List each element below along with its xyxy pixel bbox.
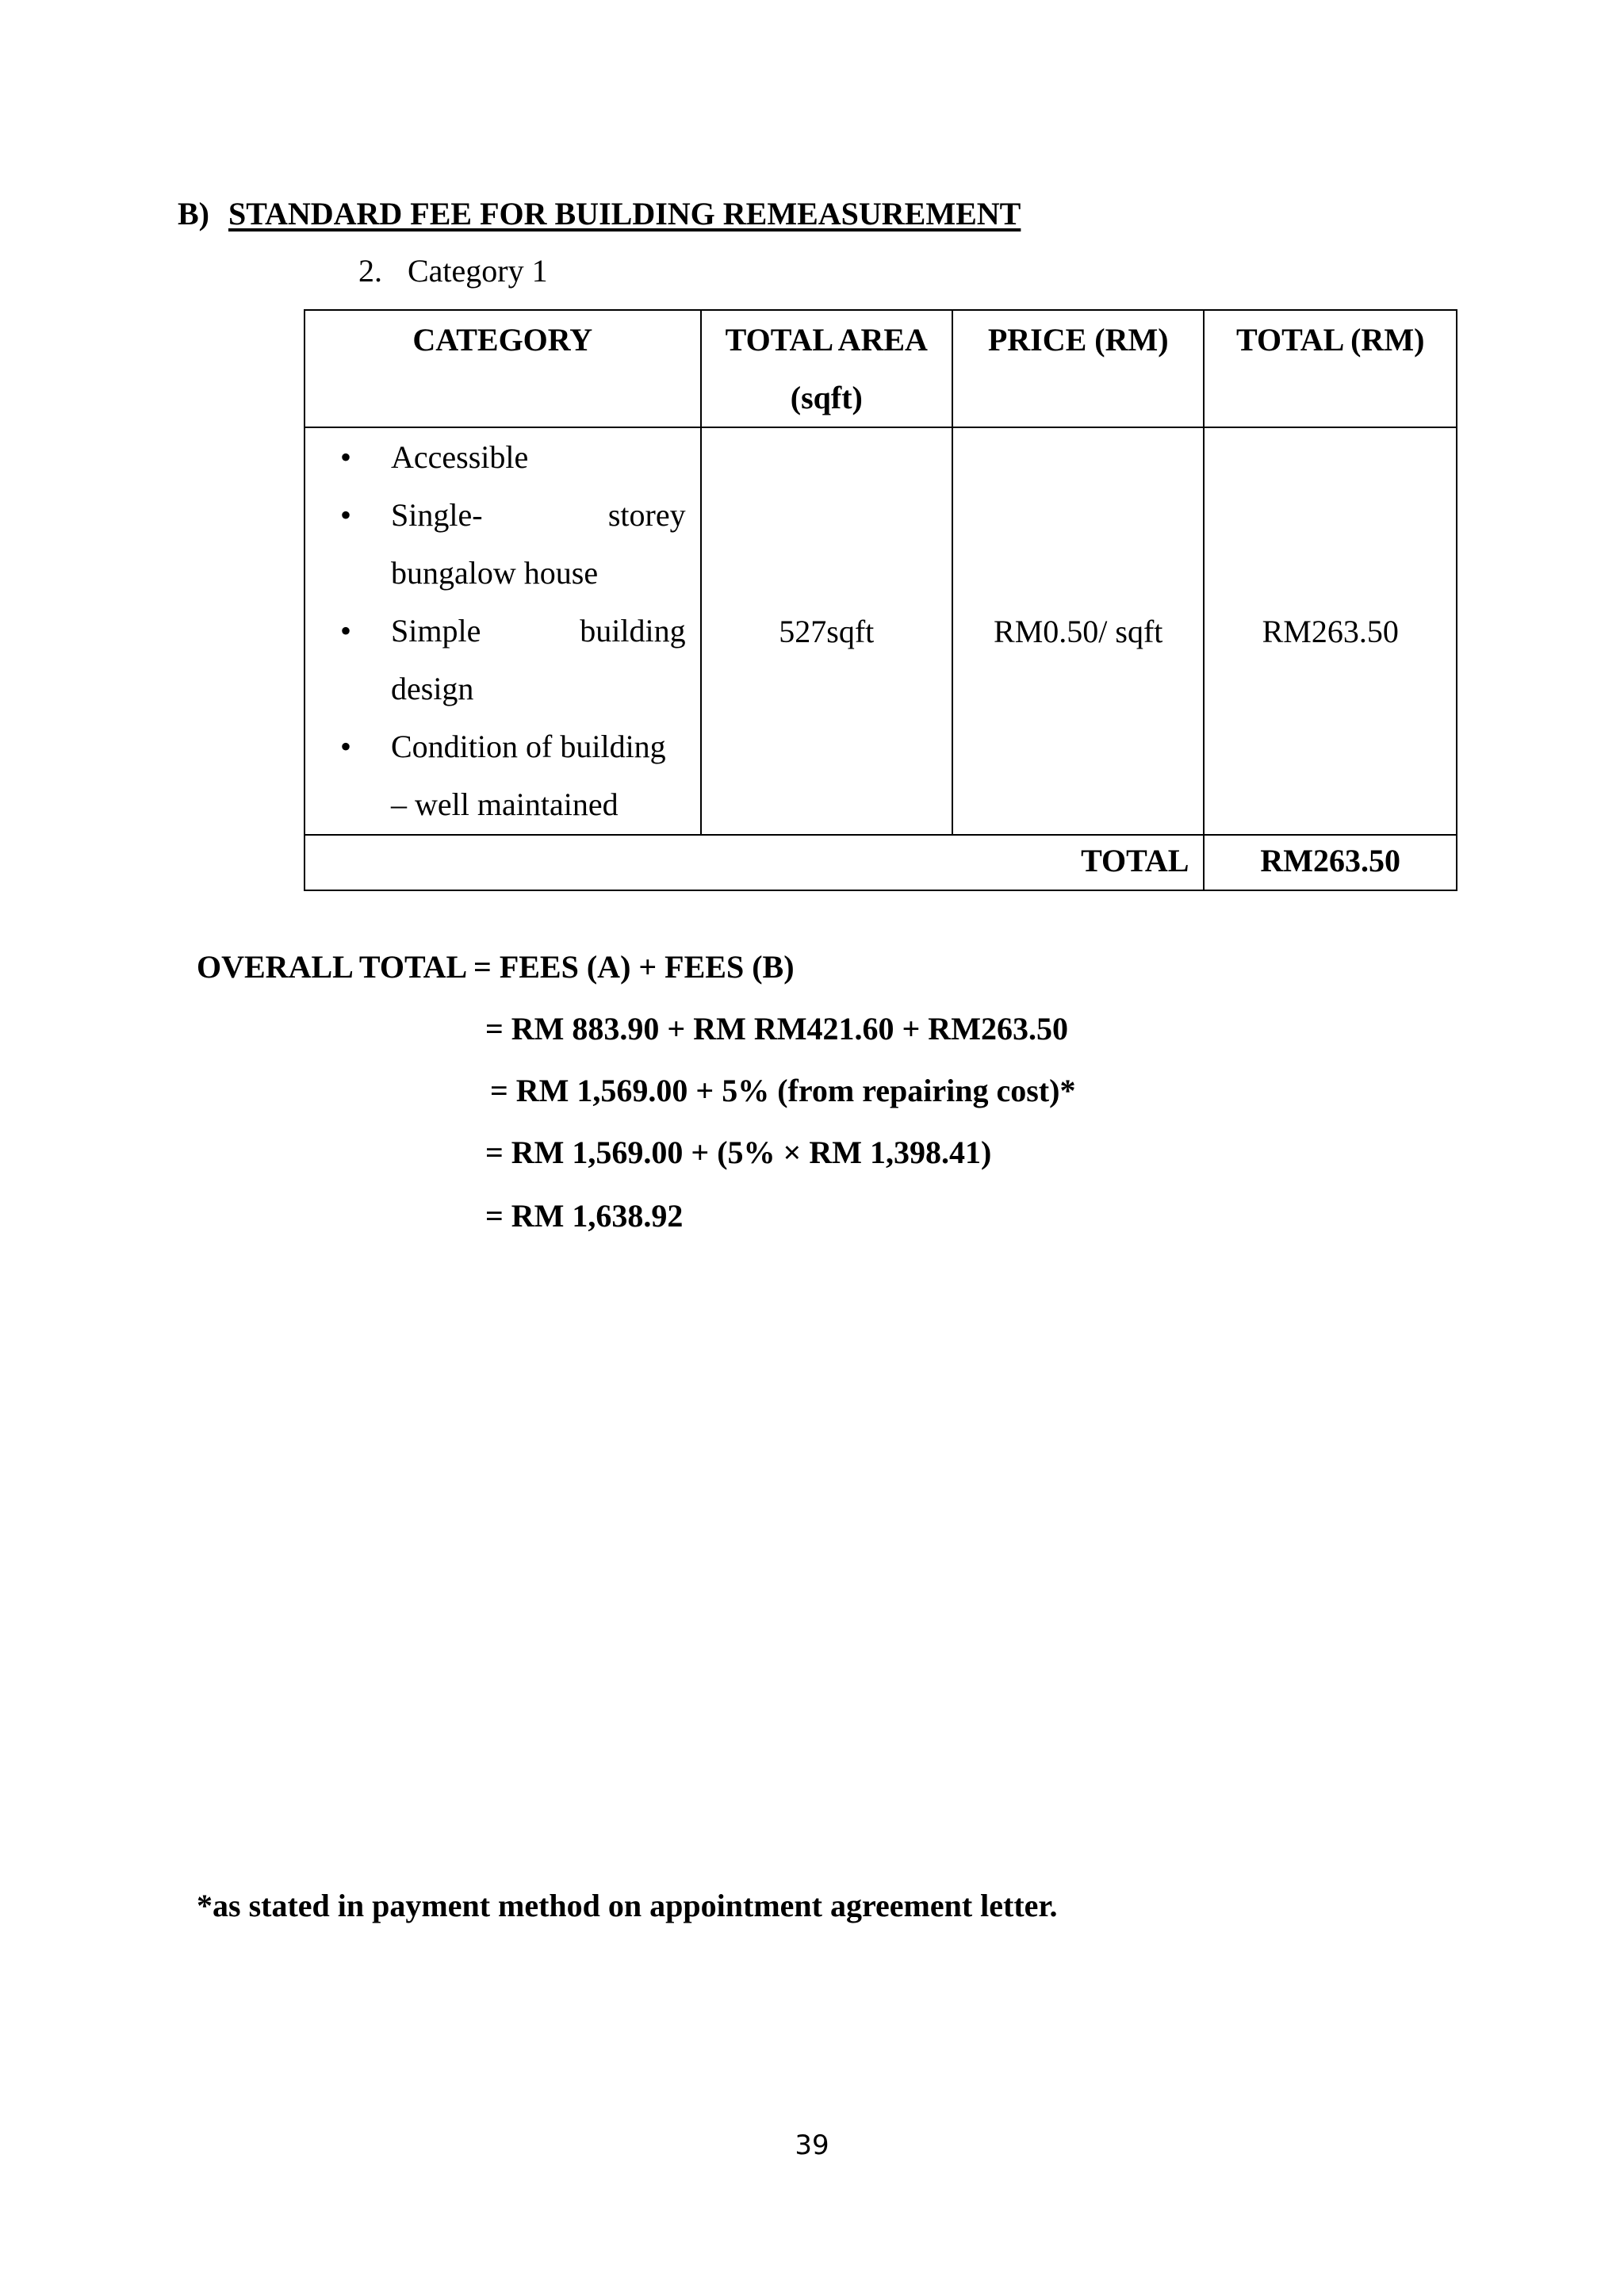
page-number: 39 <box>795 2130 829 2161</box>
list-item: • Single- storey bungalow house <box>305 486 686 602</box>
header-category: CATEGORY <box>304 310 701 427</box>
list-item: • Accessible <box>305 428 686 486</box>
footnote: *as stated in payment method on appointment agreement letter. <box>197 1888 1058 1923</box>
list-item: • Condition of building – well maintained <box>305 718 686 833</box>
calculation-line-4: = RM 1,638.92 <box>485 1198 684 1234</box>
calculation-line-1: = RM 883.90 + RM RM421.60 + RM263.50 <box>485 1011 1068 1047</box>
section-prefix: B) <box>178 196 209 232</box>
category-cell <box>304 427 701 835</box>
table-header-row <box>304 310 1457 427</box>
header-price: PRICE (RM) <box>952 310 1204 427</box>
price-value: RM0.50/ sqft <box>952 427 1204 835</box>
total-value: RM263.50 <box>1204 835 1457 890</box>
fee-table <box>304 309 1457 891</box>
list-item: • Simple building design <box>305 602 686 718</box>
total-label: TOTAL <box>304 835 1204 890</box>
subheading-number: 2. <box>358 253 382 289</box>
table-total-row <box>304 835 1457 890</box>
row-total-value: RM263.50 <box>1204 427 1457 835</box>
calculation-line-2: = RM 1,569.00 + 5% (from repairing cost)* <box>490 1073 1076 1108</box>
table-row <box>304 427 1457 835</box>
total-area-value: 527sqft <box>701 427 952 835</box>
section-heading <box>178 195 1021 232</box>
overall-total-heading: OVERALL TOTAL = FEES (A) + FEES (B) <box>197 949 795 985</box>
category-list <box>305 428 700 833</box>
section-title: STANDARD FEE FOR BUILDING REMEASUREMENT <box>228 196 1021 232</box>
category-subheading <box>358 252 548 289</box>
calculation-line-3: = RM 1,569.00 + (5% × RM 1,398.41) <box>485 1135 992 1170</box>
header-total: TOTAL (RM) <box>1204 310 1457 427</box>
subheading-label: Category 1 <box>408 253 548 289</box>
header-total-area: TOTAL AREA (sqft) <box>701 310 952 427</box>
